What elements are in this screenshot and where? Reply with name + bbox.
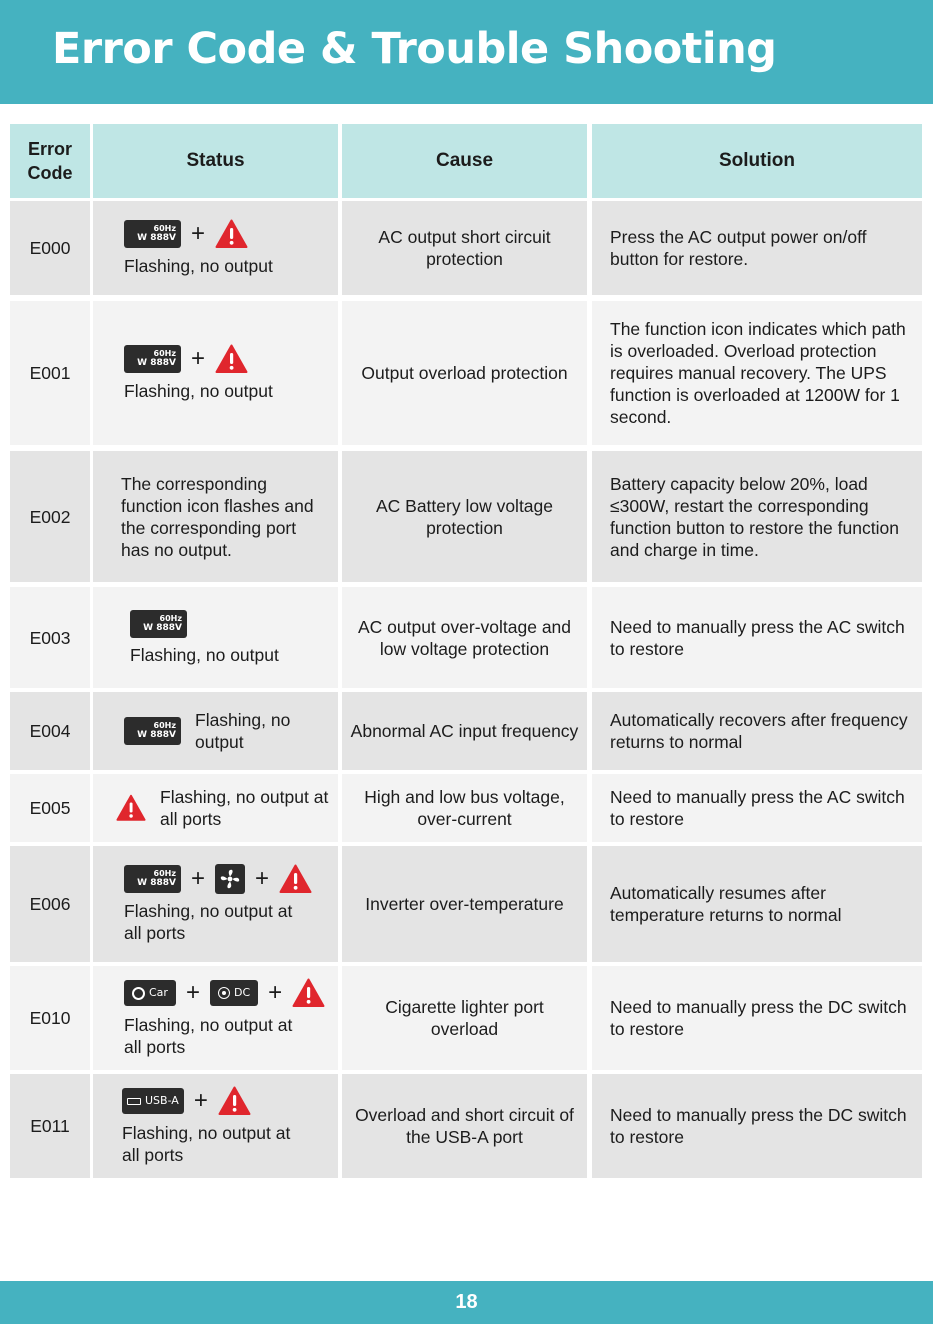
plus-sign: + xyxy=(191,865,206,892)
plus-sign: + xyxy=(193,1087,208,1114)
error-code-cell: E005 xyxy=(10,774,90,842)
cause-cell: AC output over-voltage and low voltage protection xyxy=(342,587,587,688)
plus-sign: + xyxy=(191,345,206,372)
header-error-code: Error Code xyxy=(10,124,90,198)
error-code-cell: E006 xyxy=(10,846,90,962)
solution-cell: Automatically recovers after frequency returns to normal xyxy=(592,692,922,770)
status-cell xyxy=(93,692,338,770)
error-code-cell: E010 xyxy=(10,966,90,1070)
status-cell xyxy=(93,451,338,582)
warning-icon xyxy=(215,219,248,249)
status-cell xyxy=(93,587,338,688)
cause-cell: Output overload protection xyxy=(342,301,587,445)
cause-cell: AC output short circuit protection xyxy=(342,201,587,295)
error-code-cell: E003 xyxy=(10,587,90,688)
header-band xyxy=(0,0,933,104)
page-title: Error Code & Trouble Shooting xyxy=(52,24,777,74)
cause-cell: AC Battery low voltage protection xyxy=(342,451,587,582)
solution-cell: Need to manually press the DC switch to restore xyxy=(592,1074,922,1178)
status-cell xyxy=(93,966,338,1070)
status-cell xyxy=(93,301,338,445)
plus-sign: + xyxy=(268,979,283,1006)
status-text: Flashing, no output xyxy=(124,381,273,401)
error-code-cell: E001 xyxy=(10,301,90,445)
error-code-cell: E004 xyxy=(10,692,90,770)
solution-cell: The function icon indicates which path is overloaded. Overload protection requires manual recovery. The UPS function is overloaded at 1200W for 1 second. xyxy=(592,301,922,445)
warning-icon xyxy=(279,864,312,894)
usb-a-port-icon: USB-A xyxy=(122,1088,184,1114)
status-text: Flashing, no output at all ports xyxy=(160,787,329,829)
status-cell xyxy=(93,201,338,295)
solution-cell: Press the AC output power on/off button for restore. xyxy=(592,201,922,295)
status-cell xyxy=(93,846,338,962)
warning-icon xyxy=(116,793,146,823)
plus-sign: + xyxy=(255,865,270,892)
status-cell xyxy=(93,1074,338,1178)
footer-band xyxy=(0,1281,933,1324)
status-text: Flashing, no output at all ports xyxy=(124,1015,293,1057)
solution-cell: Need to manually press the AC switch to restore xyxy=(592,774,922,842)
cause-cell: Inverter over-temperature xyxy=(342,846,587,962)
cause-cell: High and low bus voltage, over-current xyxy=(342,774,587,842)
plus-sign: + xyxy=(185,979,200,1006)
error-code-cell: E011 xyxy=(10,1074,90,1178)
header-status: Status xyxy=(93,124,338,198)
error-code-cell: E000 xyxy=(10,201,90,295)
status-text: Flashing, no output xyxy=(195,710,291,752)
solution-cell: Need to manually press the DC switch to restore xyxy=(592,966,922,1070)
lcd-display-icon: 60Hz W 888V xyxy=(124,717,181,745)
solution-cell: Automatically resumes after temperature returns to normal xyxy=(592,846,922,962)
header-cause: Cause xyxy=(342,124,587,198)
lcd-display-icon: 60Hz W 888V xyxy=(124,865,181,893)
header-solution: Solution xyxy=(592,124,922,198)
warning-icon xyxy=(218,1086,251,1116)
status-text: Flashing, no output at all ports xyxy=(124,901,293,943)
cause-cell: Overload and short circuit of the USB-A port xyxy=(342,1074,587,1178)
status-text: The corresponding function icon flashes and the corresponding port has no output. xyxy=(121,473,314,560)
warning-icon xyxy=(292,978,325,1008)
warning-icon xyxy=(215,344,248,374)
dc-port-icon: DC xyxy=(210,980,258,1006)
status-text: Flashing, no output at all ports xyxy=(122,1123,291,1165)
cause-cell: Cigarette lighter port overload xyxy=(342,966,587,1070)
plus-sign: + xyxy=(191,220,206,247)
status-text: Flashing, no output xyxy=(130,644,279,665)
lcd-display-icon: 60Hz W 888V xyxy=(124,220,181,248)
solution-cell: Need to manually press the AC switch to restore xyxy=(592,587,922,688)
solution-cell: Battery capacity below 20%, load ≤300W, restart the corresponding function button to restore the function and charge in time. xyxy=(592,451,922,582)
lcd-display-icon: 60Hz W 888V xyxy=(130,610,187,638)
status-cell xyxy=(93,774,338,842)
page-number: 18 xyxy=(455,1291,478,1313)
cause-cell: Abnormal AC input frequency xyxy=(342,692,587,770)
status-text: Flashing, no output xyxy=(124,256,273,276)
lcd-display-icon: 60Hz W 888V xyxy=(124,345,181,373)
error-code-cell: E002 xyxy=(10,451,90,582)
fan-icon xyxy=(215,864,245,894)
car-port-icon: Car xyxy=(124,980,176,1006)
